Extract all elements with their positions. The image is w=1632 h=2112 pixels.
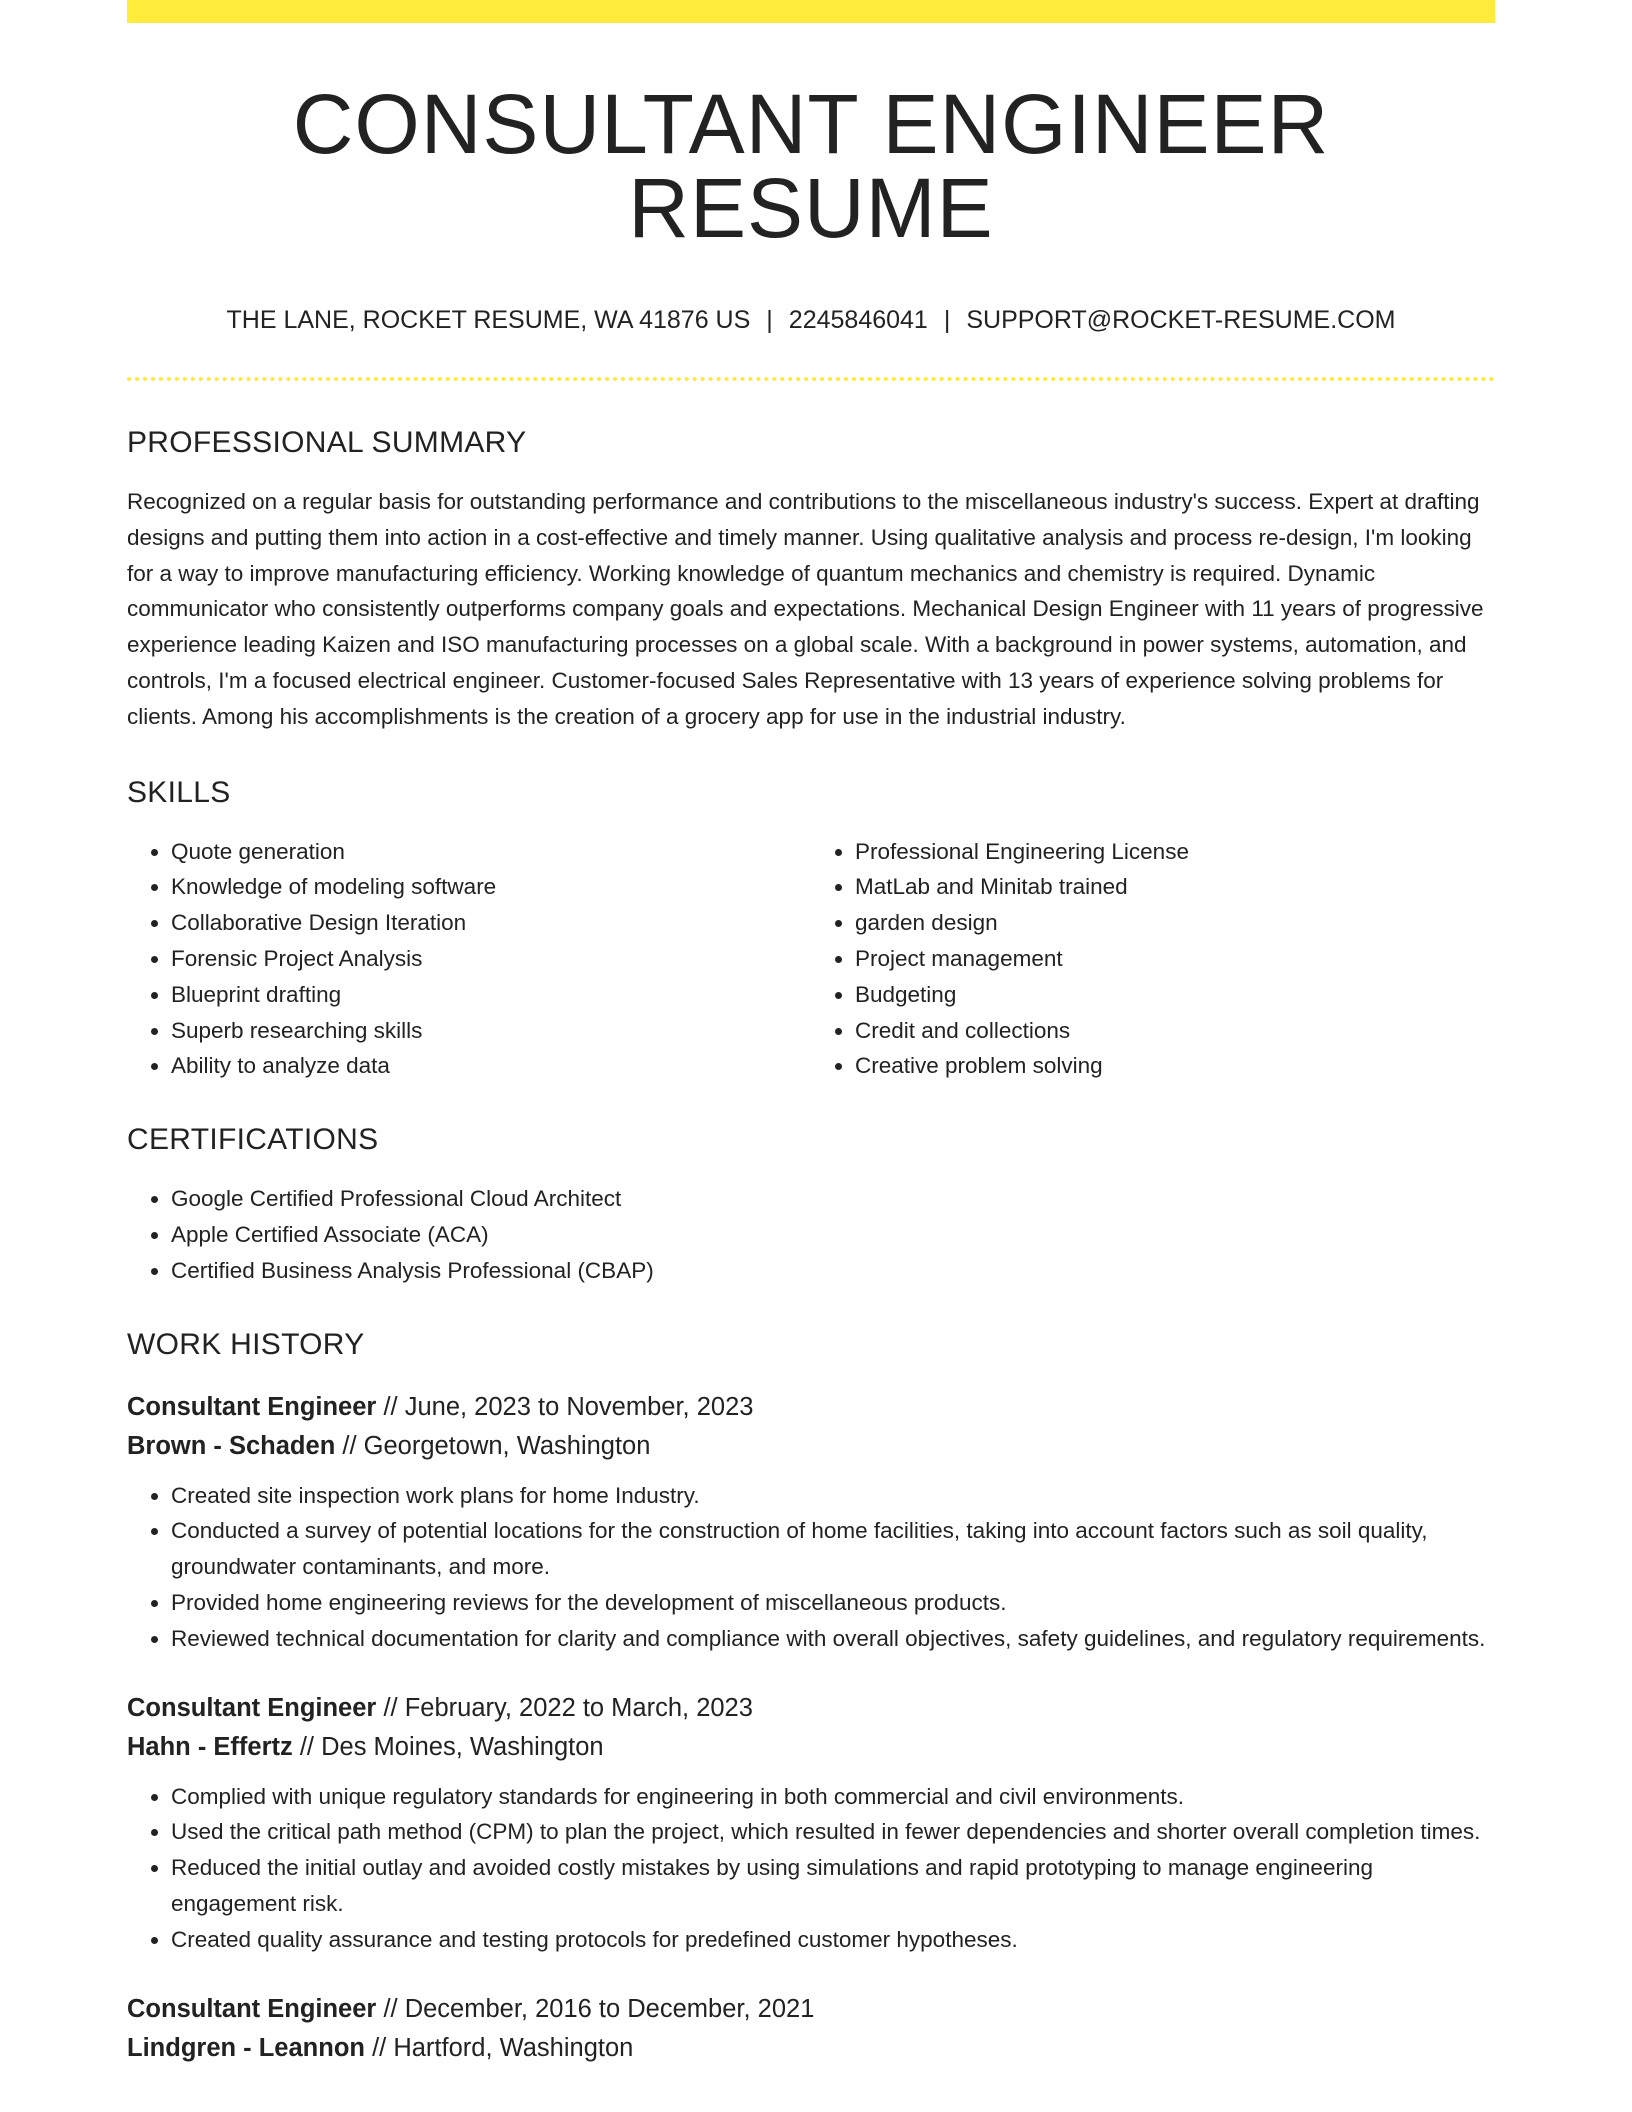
job-title-line <box>127 1388 1495 1427</box>
job-title-line <box>127 1689 1495 1728</box>
job-location: Georgetown, Washington <box>363 1431 651 1460</box>
contact-separator: | <box>766 306 773 334</box>
resume-page <box>127 0 1495 2068</box>
dotted-divider <box>127 377 1495 381</box>
skill-item: • Forensic Project Analysis <box>171 941 811 977</box>
skill-item: • garden design <box>855 905 1495 941</box>
job-title: Consultant Engineer <box>127 1994 377 2023</box>
job-company: Lindgren - Leannon <box>127 2033 365 2062</box>
job-location: Hartford, Washington <box>393 2033 634 2062</box>
resume-title: CONSULTANT ENGINEER RESUME <box>292 77 1330 255</box>
job-entry <box>127 1689 1495 1958</box>
job-dates: February, 2022 to March, 2023 <box>404 1693 753 1722</box>
skill-item: • Blueprint drafting <box>171 977 811 1013</box>
skills-heading: SKILLS <box>127 775 231 809</box>
job-bullet: • Created quality assurance and testing protocols for predefined customer hypotheses. <box>171 1922 1495 1958</box>
work-history-heading: WORK HISTORY <box>127 1327 365 1361</box>
certification-item: • Google Certified Professional Cloud Architect <box>171 1181 1495 1217</box>
job-dates: December, 2016 to December, 2021 <box>404 1994 815 2023</box>
work-history-list <box>127 1388 1495 2068</box>
skills-list-left <box>127 834 811 1085</box>
job-bullet: • Provided home engineering reviews for the development of miscellaneous products. <box>171 1585 1495 1621</box>
job-company-line <box>127 1427 1495 1466</box>
contact-line <box>127 308 1495 333</box>
job-company: Hahn - Effertz <box>127 1732 293 1761</box>
job-company-line <box>127 2029 1495 2068</box>
job-title: Consultant Engineer <box>127 1392 377 1421</box>
summary-heading: PROFESSIONAL SUMMARY <box>127 426 527 459</box>
skills-list-right <box>811 834 1495 1085</box>
job-title: Consultant Engineer <box>127 1693 377 1722</box>
skills-grid <box>127 834 1495 1085</box>
certifications-heading: CERTIFICATIONS <box>127 1123 379 1157</box>
skill-item: • Collaborative Design Iteration <box>171 905 811 941</box>
job-bullet: • Reduced the initial outlay and avoided costly mistakes by using simulations and rapid prototyping to manage engineering engagement risk. <box>171 1850 1495 1922</box>
skill-item: • Superb researching skills <box>171 1013 811 1049</box>
skill-item: • Budgeting <box>855 977 1495 1013</box>
job-separator: // <box>335 1431 364 1460</box>
job-separator: // <box>376 1994 405 2023</box>
skill-item: • Ability to analyze data <box>171 1048 811 1084</box>
job-separator: // <box>292 1732 322 1761</box>
contact-address: THE LANE, ROCKET RESUME, WA 41876 US <box>226 306 751 334</box>
job-bullet: • Reviewed technical documentation for clarity and compliance with overall objectives, safety guidelines, and regulatory requirements. <box>171 1621 1495 1657</box>
job-separator: // <box>364 2033 394 2062</box>
skill-item: • Professional Engineering License <box>855 834 1495 870</box>
certifications-list <box>127 1181 1495 1288</box>
skill-item: • MatLab and Minitab trained <box>855 869 1495 905</box>
job-separator: // <box>376 1693 405 1722</box>
certification-item: • Certified Business Analysis Professional (CBAP) <box>171 1253 1495 1289</box>
job-bullet: • Created site inspection work plans for home Industry. <box>171 1478 1495 1514</box>
job-entry <box>127 1990 1495 2068</box>
accent-top-bar <box>127 0 1495 23</box>
job-location: Des Moines, Washington <box>321 1732 604 1761</box>
job-title-line <box>127 1990 1495 2029</box>
skill-item: • Knowledge of modeling software <box>171 869 811 905</box>
contact-phone: 2245846041 <box>788 306 928 334</box>
job-bullet: • Used the critical path method (CPM) to plan the project, which resulted in fewer dependencies and shorter overall completion times. <box>171 1814 1495 1850</box>
job-bullet: • Complied with unique regulatory standards for engineering in both commercial and civil environments. <box>171 1779 1495 1815</box>
summary-text: Recognized on a regular basis for outstanding performance and contributions to the miscellaneous industry's success. Expert at drafting designs and putting them into action in a cost-effective and timely manner. Using qualitative analysis and process re-design, I'm looking for a way to improve manufacturing efficiency. Working knowledge of quantum mechanics and chemistry is required. Dynamic communicator who consistently outperforms company goals and expectations. Mechanical Design Engineer with 11 years of progressive experience leading Kaizen and ISO manufacturing processes on a global scale. With a background in power systems, automation, and controls, I'm a focused electrical engineer. Customer-focused Sales Representative with 13 years of experience solving problems for clients. Among his accomplishments is the creation of a grocery app for use in the industrial industry. <box>127 489 1484 729</box>
job-entry <box>127 1388 1495 1657</box>
certification-item: • Apple Certified Associate (ACA) <box>171 1217 1495 1253</box>
job-dates: June, 2023 to November, 2023 <box>404 1392 754 1421</box>
job-bullets <box>127 1779 1495 1958</box>
job-company: Brown - Schaden <box>127 1431 336 1460</box>
job-bullet: • Conducted a survey of potential locations for the construction of home facilities, taking into account factors such as soil quality, groundwater contaminants, and more. <box>171 1513 1495 1585</box>
skill-item: • Project management <box>855 941 1495 977</box>
job-separator: // <box>376 1392 405 1421</box>
skill-item: • Quote generation <box>171 834 811 870</box>
skill-item: • Creative problem solving <box>855 1048 1495 1084</box>
job-bullets <box>127 1478 1495 1657</box>
contact-email: SUPPORT@ROCKET-RESUME.COM <box>966 306 1396 334</box>
skill-item: • Credit and collections <box>855 1013 1495 1049</box>
contact-separator: | <box>943 306 951 334</box>
job-company-line <box>127 1728 1495 1767</box>
